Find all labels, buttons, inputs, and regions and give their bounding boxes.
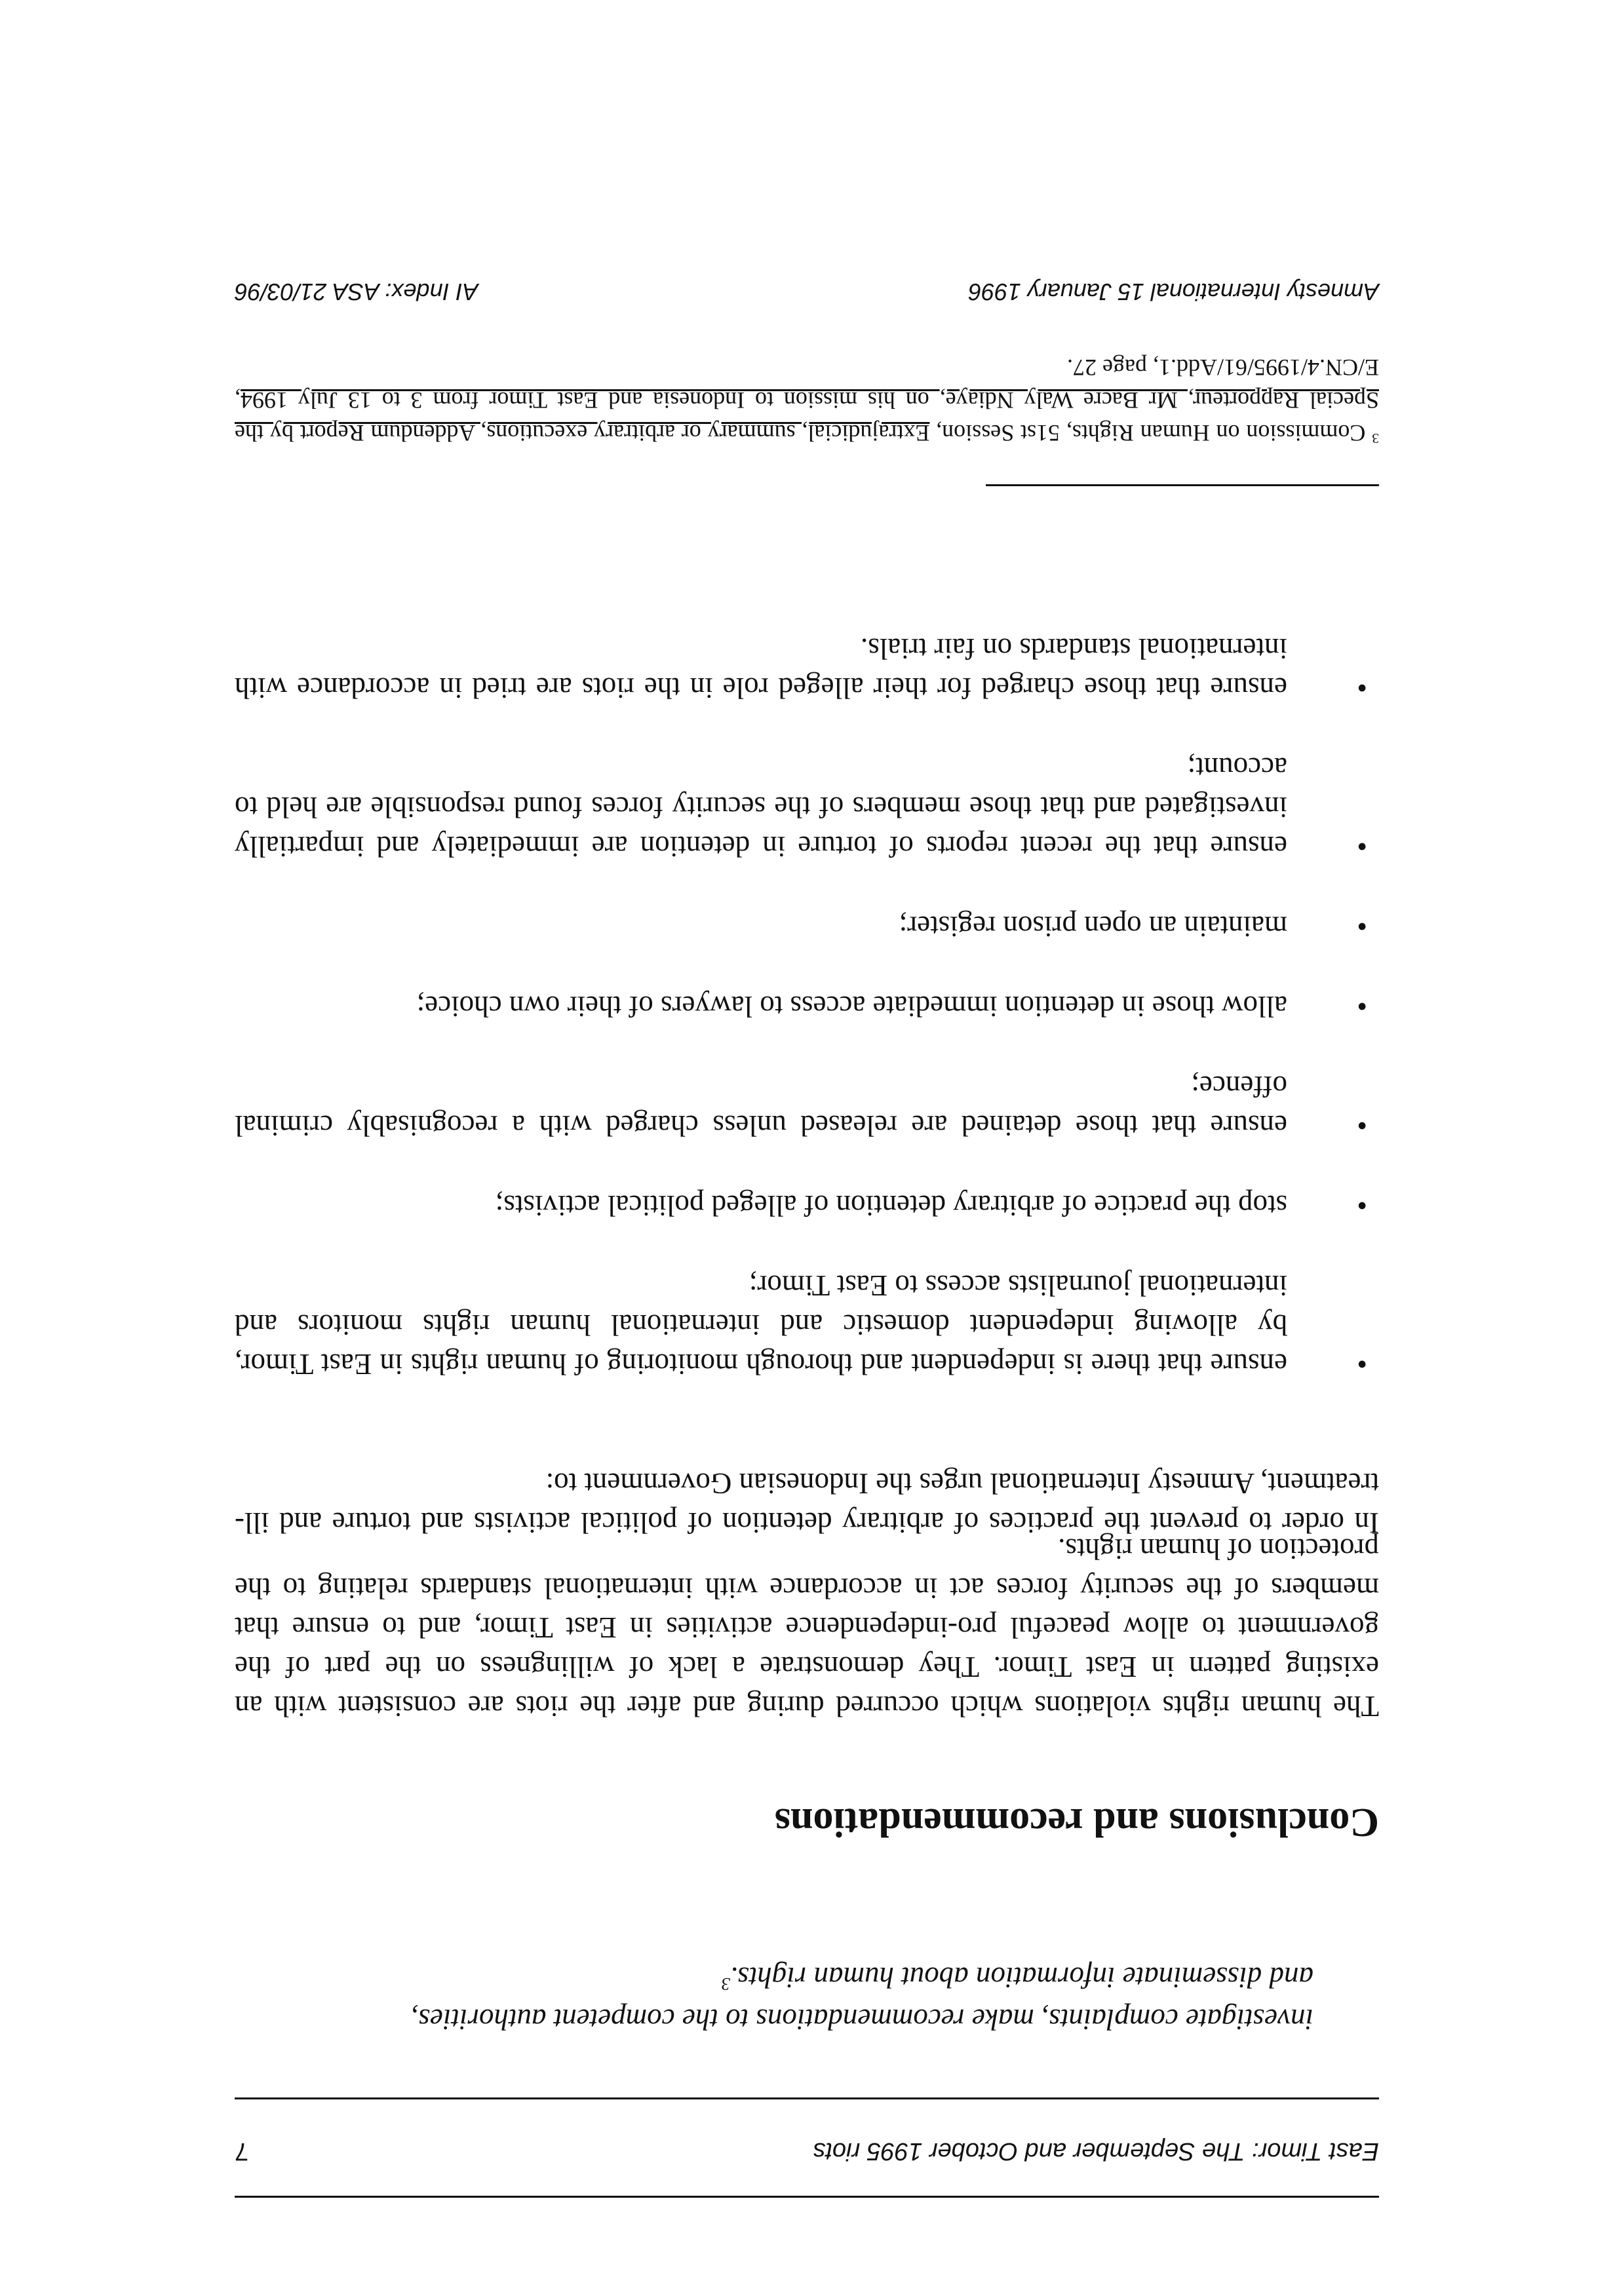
list-item — [235, 1067, 1379, 1145]
recommendations-list — [235, 588, 1379, 1384]
header-bottom-rule — [235, 2097, 1379, 2099]
header-top-rule — [235, 2196, 1379, 2198]
list-item-text: ensure that those charged for their alleged role in the riots are tried in accordance with international standards on fair trials. — [235, 632, 1287, 704]
list-item — [235, 907, 1379, 946]
quote-line-2: and disseminate information about human rights. — [730, 1961, 1313, 1994]
bullet-icon: • — [1357, 1348, 1367, 1381]
bullet-icon: • — [1357, 672, 1367, 704]
page-number: 7 — [235, 2137, 249, 2165]
bullet-icon: • — [1357, 830, 1367, 863]
list-item-text: ensure that there is independent and thorough monitoring of human rights in East Timor, by allowing independent domestic and international human rights monitors and international journalists access to East Timor; — [235, 1269, 1287, 1381]
footnote-separator — [986, 484, 1379, 486]
footnote-text-c: , E/CN.4/1995/61/Add.1, page 27. — [235, 354, 1379, 413]
list-item — [235, 748, 1379, 866]
bullet-icon: • — [1357, 1189, 1367, 1222]
list-item — [235, 1266, 1379, 1384]
footnote-text-b: Extrajudicial, summary or arbitrary executions, Addendum Report by the Special Rapporteur, Mr Bacre Waly Ndiaye, on his mission to Indonesia and East Timor from 3 to 13 July 1994 — [235, 387, 1379, 446]
paragraph-1: The human rights violations which occurred during and after the riots are consistent with an existing pattern in East Timor. They demonstrate a lack of willingness on the part of the government to allow peaceful pro-independence activities in East Timor, and to ensure that members of the security forces act in accordance with international standards relating to the protection of human rights. — [235, 1533, 1379, 1723]
section-heading: Conclusions and recommendations — [774, 1800, 1379, 1845]
running-title: East Timor: The September and October 1995 riots — [813, 2137, 1379, 2165]
footnote-reference: 3 — [721, 1974, 730, 1994]
list-item — [235, 629, 1379, 708]
list-item — [235, 987, 1379, 1026]
quote-line-1: investigate complaints, make recommendations to the competent authorities, — [411, 2003, 1313, 2036]
footnote-text-a: Commission on Human Rights, 51st Session, — [929, 420, 1372, 446]
running-header — [235, 2137, 1379, 2165]
bullet-icon: • — [1357, 910, 1367, 943]
footer-left: Amnesty International 15 January 1996 — [968, 278, 1379, 305]
page-footer — [235, 278, 1379, 305]
list-item-text: maintain an open prison register; — [899, 910, 1287, 943]
bullet-icon: • — [1357, 990, 1367, 1023]
footer-right: AI Index: ASA 21/03/96 — [235, 278, 478, 305]
bullet-icon: • — [1357, 1109, 1367, 1142]
list-item-text: allow those in detention immediate access to lawyers of their own choice; — [416, 990, 1287, 1023]
footnote-number: 3 — [1372, 430, 1379, 446]
list-item-text: stop the practice of arbitrary detention of alleged political activists; — [495, 1189, 1287, 1222]
paragraph-2: In order to prevent the practices of arbitrary detention of political activists and torture and ill-treatment, Amnesty International urges the Indonesian Government to: — [235, 1467, 1379, 1539]
list-item-text: ensure that those detained are released unless charged with a recognisably criminal offence; — [235, 1070, 1287, 1142]
list-item — [235, 1186, 1379, 1225]
footnote — [235, 351, 1379, 450]
list-item-text: ensure that the recent reports of torture in detention are immediately and impartially investigated and that those members of the security forces found responsible are held to account; — [235, 752, 1287, 863]
quote-tail — [235, 1957, 1313, 2040]
